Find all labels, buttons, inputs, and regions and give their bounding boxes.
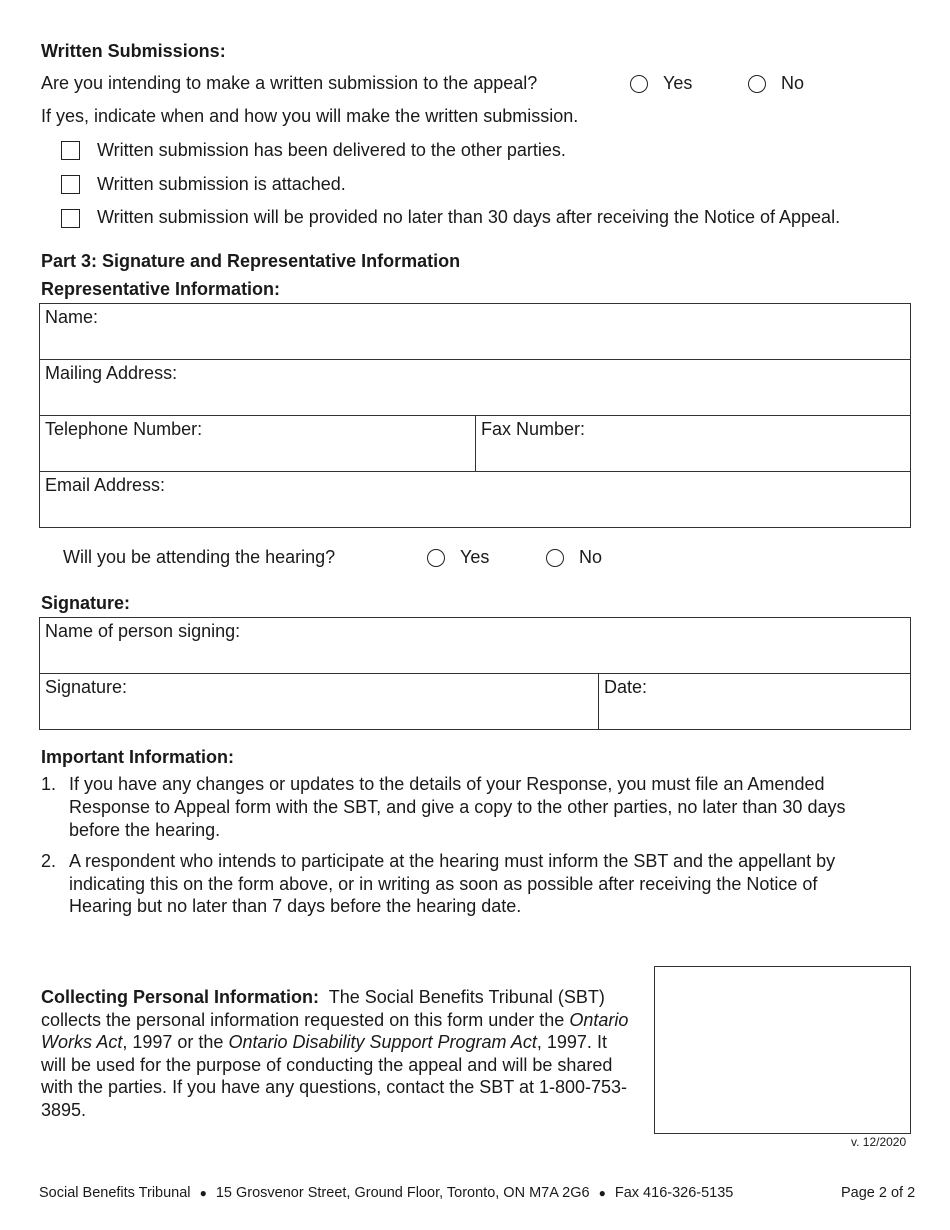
rep-name-field[interactable]: [39, 303, 911, 360]
important-item-2-line-3: Hearing but no later than 7 days before the hearing date.: [69, 896, 522, 916]
attend-yes-label: Yes: [460, 547, 490, 567]
signature-label: Signature:: [45, 677, 128, 697]
collecting-text-3: , 1997. It will be used for the purpose of conducting the appeal and will be shared with the parties. If you have any questions, contact the SBT at 1-800-753-3895.: [41, 1032, 628, 1120]
rep-mailing-field[interactable]: [39, 359, 911, 416]
checkbox-attached[interactable]: [61, 175, 80, 194]
rep-fax-label: Fax Number:: [481, 419, 586, 439]
rep-email-field[interactable]: [39, 471, 911, 528]
name-signing-label: Name of person signing:: [45, 621, 241, 641]
option-attached-label: Written submission is attached.: [97, 174, 346, 194]
date-label: Date:: [604, 677, 648, 697]
page-number: Page 2 of 2: [841, 1185, 916, 1201]
version-label: v. 12/2020: [851, 1135, 907, 1149]
radio-written-yes[interactable]: [630, 75, 648, 93]
important-heading: Important Information:: [41, 747, 234, 767]
rep-telephone-label: Telephone Number:: [45, 419, 203, 439]
collecting-heading: Collecting Personal Information:: [41, 987, 320, 1007]
rep-telephone-field[interactable]: [39, 415, 476, 472]
written-submission-question: Are you intending to make a written submission to the appeal?: [41, 73, 538, 93]
collecting-paragraph: [41, 986, 633, 1121]
attend-no-option[interactable]: [546, 547, 602, 568]
odsp-act: Ontario Disability Support Program Act: [228, 1032, 537, 1052]
written-no-option[interactable]: [748, 73, 804, 94]
checkbox-delivered[interactable]: [61, 141, 80, 160]
rep-fax-field[interactable]: [475, 415, 911, 472]
attend-yes-option[interactable]: [427, 547, 489, 568]
important-item-1-number: 1.: [41, 774, 57, 794]
footer-org: Social Benefits Tribunal: [39, 1185, 191, 1201]
ontario-works-act: Ontario Works Act: [41, 1009, 629, 1052]
footer-bullet-2: ●: [598, 1186, 606, 1200]
rep-mailing-label: Mailing Address:: [45, 363, 178, 383]
radio-written-no[interactable]: [748, 75, 766, 93]
attend-question: Will you be attending the hearing?: [63, 547, 336, 567]
written-submissions-heading: Written Submissions:: [41, 41, 226, 61]
written-yes-option[interactable]: [630, 73, 692, 94]
important-item-2-number: 2.: [41, 851, 57, 871]
written-no-label: No: [781, 73, 805, 93]
signature-field[interactable]: [39, 673, 599, 730]
important-item-1-line-1: If you have any changes or updates to the details of your Response, you must file an Amended: [69, 774, 825, 794]
part3-heading: Part 3: Signature and Representative Information: [41, 251, 461, 271]
written-instruction: If yes, indicate when and how you will make the written submission.: [41, 106, 579, 126]
important-item-2-line-1: A respondent who intends to participate at the hearing must inform the SBT and the appellant by: [69, 851, 836, 871]
name-signing-field[interactable]: [39, 617, 911, 674]
checkbox-later[interactable]: [61, 209, 80, 228]
footer-contact: [39, 1185, 733, 1201]
office-use-box: [654, 966, 911, 1134]
footer-fax: Fax 416-326-5135: [614, 1185, 734, 1201]
rep-name-label: Name:: [45, 307, 99, 327]
collecting-text-1: The Social Benefits Tribunal (SBT) collects the personal information requested on this form under the: [41, 987, 605, 1030]
radio-attend-no[interactable]: [546, 549, 564, 567]
signature-heading: Signature:: [41, 593, 131, 613]
rep-email-label: Email Address:: [45, 475, 166, 495]
attend-no-label: No: [579, 547, 603, 567]
important-item-1-line-2: Response to Appeal form with the SBT, and give a copy to the other parties, no later than 30 days: [69, 797, 846, 817]
representative-heading: Representative Information:: [41, 279, 281, 299]
radio-attend-yes[interactable]: [427, 549, 445, 567]
important-item-1-line-3: before the hearing.: [69, 820, 221, 840]
collecting-text-2: , 1997 or the: [122, 1032, 224, 1052]
footer-bullet-1: ●: [199, 1186, 207, 1200]
important-item-2-line-2: indicating this on the form above, or in writing as soon as possible after receiving the Notice of: [69, 874, 818, 894]
option-later-label: Written submission will be provided no later than 30 days after receiving the Notice of Appeal.: [97, 207, 841, 227]
written-yes-label: Yes: [663, 73, 693, 93]
date-field[interactable]: [598, 673, 911, 730]
footer-address: 15 Grosvenor Street, Ground Floor, Toronto, ON M7A 2G6: [215, 1185, 590, 1201]
option-delivered-label: Written submission has been delivered to the other parties.: [97, 140, 566, 160]
